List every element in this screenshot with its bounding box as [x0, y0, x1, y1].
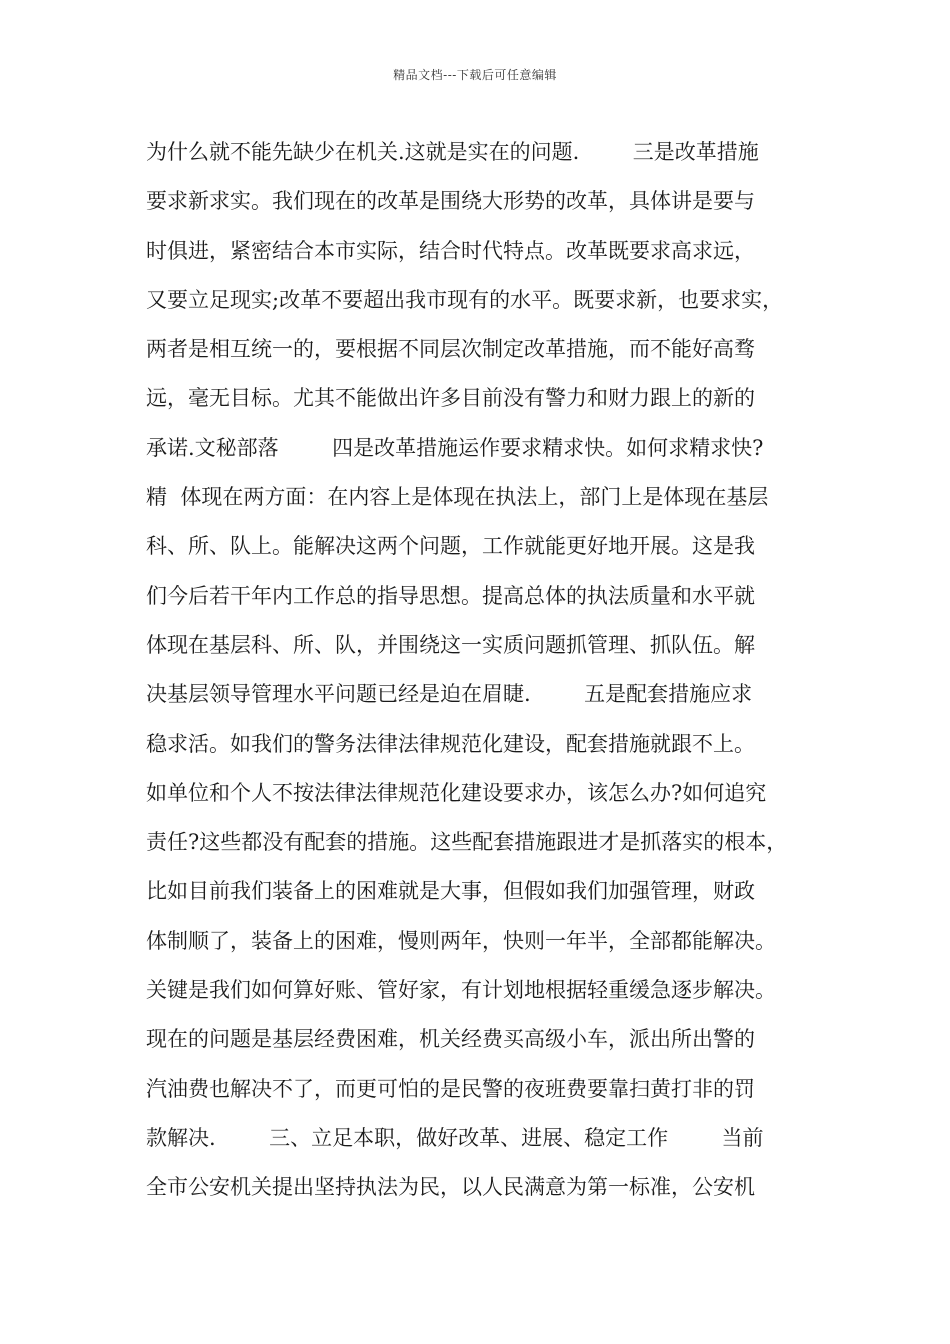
text-line: 为什么就不能先缺少在机关.这就是实在的问题. 三是改革措施 — [146, 140, 759, 164]
text-line: 决基层领导管理水平问题已经是迫在眉睫. 五是配套措施应求 — [146, 682, 753, 707]
text-line: 比如目前我们装备上的困难就是大事，但假如我们加强管理，财政 — [146, 879, 755, 904]
text-line: 体制顺了，装备上的困难，慢则两年，快则一年半，全部都能解决。 — [146, 928, 776, 953]
text-line: 承诺.文秘部落 四是改革措施运作要求精求快。如何求精求快? — [146, 435, 764, 460]
text-line: 责任?这些都没有配套的措施。这些配套措施跟进才是抓落实的根本， — [146, 830, 788, 855]
text-line: 款解决. 三、立足本职，做好改革、进展、稳定工作 当前 — [146, 1125, 764, 1150]
text-line: 要求新求实。我们现在的改革是围绕大形势的改革，具体讲是要与 — [146, 189, 755, 214]
text-line: 科、所、队上。能解决这两个问题，工作就能更好地开展。这是我 — [146, 534, 755, 559]
text-line: 全市公安机关提出坚持执法为民，以人民满意为第一标准，公安机 — [146, 1175, 755, 1200]
text-line: 时俱进，紧密结合本市实际，结合时代特点。改革既要求高求远， — [146, 238, 755, 263]
text-line: 汽油费也解决不了，而更可怕的是民警的夜班费要靠扫黄打非的罚 — [146, 1076, 755, 1101]
page-header: 精品文档---下载后可任意编辑 — [393, 68, 557, 82]
text-line: 远，毫无目标。尤其不能做出许多目前没有警力和财力跟上的新的 — [146, 386, 755, 411]
text-line: 关键是我们如何算好账、管好家，有计划地根据轻重缓急逐步解决。 — [146, 978, 776, 1003]
text-line: 稳求活。如我们的警务法律法律规范化建设，配套措施就跟不上。 — [146, 731, 755, 756]
text-line: 又要立足现实;改革不要超出我市现有的水平。既要求新，也要求实， — [146, 287, 784, 312]
text-line: 们今后若干年内工作总的指导思想。提高总体的执法质量和水平就 — [146, 583, 755, 608]
text-line: 体现在基层科、所、队，并围绕这一实质问题抓管理、抓队伍。解 — [146, 632, 755, 657]
text-line: 如单位和个人不按法律法律规范化建设要求办，该怎么办?如何追究 — [146, 780, 767, 805]
body-text — [146, 128, 826, 1213]
text-line: 精 体现在两方面：在内容上是体现在执法上，部门上是体现在基层 — [146, 485, 769, 510]
text-line: 两者是相互统一的，要根据不同层次制定改革措施，而不能好高骛 — [146, 337, 755, 362]
text-line: 现在的问题是基层经费困难，机关经费买高级小车，派出所出警的 — [146, 1027, 755, 1052]
